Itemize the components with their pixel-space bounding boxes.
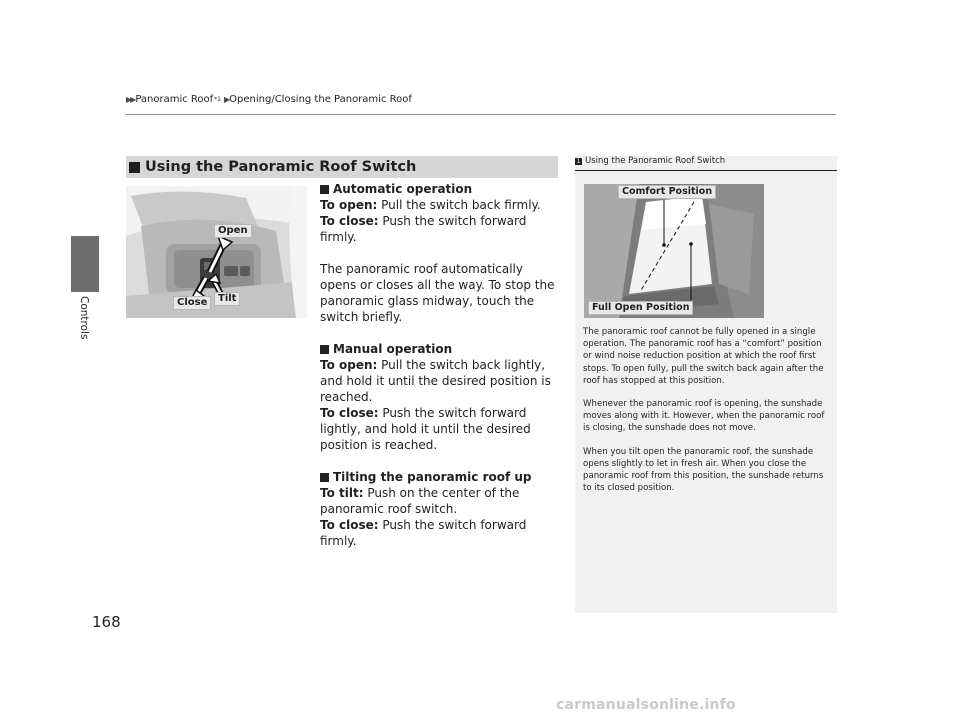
breadcrumb	[126, 94, 412, 105]
chapter-label: Controls	[78, 296, 90, 340]
heading-bullet-icon	[320, 345, 329, 354]
tilt-close-line: To close: Push the switch forward firmly.	[320, 518, 527, 548]
manual-open-line: To open: Pull the switch back lightly, and hold it until the desired position is reached.	[320, 358, 551, 404]
heading-bullet-icon	[320, 473, 329, 482]
breadcrumb-item-opening-closing[interactable]: Opening/Closing the Panoramic Roof	[229, 94, 412, 105]
roof-switch-photo	[126, 186, 307, 318]
tilt-line: To tilt: Push on the center of the panoramic roof switch.	[320, 486, 520, 516]
header-divider	[126, 114, 836, 115]
comfort-position-callout: Comfort Position	[618, 185, 716, 199]
section-bullet-icon	[129, 162, 140, 173]
section-title: Using the Panoramic Roof Switch	[145, 159, 417, 175]
manual-close-line: To close: Push the switch forward lightly, and hold it until the desired position is reached.	[320, 406, 531, 452]
note-text	[583, 326, 831, 505]
auto-description: The panoramic roof automatically opens or closes all the way. To stop the panoramic glass midway, touch the switch briefly.	[320, 262, 555, 324]
note-heading: 1 Using the Panoramic Roof Switch	[576, 156, 726, 166]
instructions	[320, 181, 560, 549]
breadcrumb-item-panoramic-roof[interactable]: Panoramic Roof	[135, 94, 214, 105]
auto-open-line: To open: Pull the switch back firmly.	[320, 198, 541, 212]
breadcrumb-arrow-icon: ▶▶	[126, 95, 135, 104]
tilting-heading: Tilting the panoramic roof up	[320, 469, 560, 485]
full-open-position-callout: Full Open Position	[588, 301, 693, 315]
tilt-callout: Tilt	[214, 292, 240, 306]
note-divider	[575, 170, 837, 171]
auto-close-line: To close: Push the switch forward firmly.	[320, 214, 527, 244]
roof-position-illustration	[584, 184, 764, 318]
heading-bullet-icon	[320, 185, 329, 194]
manual-operation-heading: Manual operation	[320, 341, 560, 357]
breadcrumb-arrow-icon: ▶	[224, 95, 229, 104]
note-marker-icon: 1	[576, 157, 581, 165]
section-header	[126, 156, 558, 178]
note-paragraph: When you tilt open the panoramic roof, the sunshade opens slightly to let in fresh air. When you close the panoramic roof from this position, the sunshade returns to its closed position.	[583, 446, 824, 494]
chapter-tab	[71, 236, 99, 292]
page-number: 168	[92, 613, 121, 631]
automatic-operation-heading: Automatic operation	[320, 181, 560, 197]
note-paragraph: The panoramic roof cannot be fully opened in a single operation. The panoramic roof has a “comfort” position or wind noise reduction position at which the roof first stops. To open fully, pull the switch back again after the roof has stopped at this position.	[583, 327, 824, 386]
footnote-marker: *1	[214, 96, 221, 103]
roof-position-photo	[584, 184, 764, 318]
open-callout: Open	[214, 224, 252, 238]
close-callout: Close	[173, 296, 211, 310]
watermark: carmanualsonline.info	[556, 697, 736, 713]
note-paragraph: Whenever the panoramic roof is opening, the sunshade moves along with it. However, when the panoramic roof is closing, the sunshade does not move.	[583, 399, 825, 434]
